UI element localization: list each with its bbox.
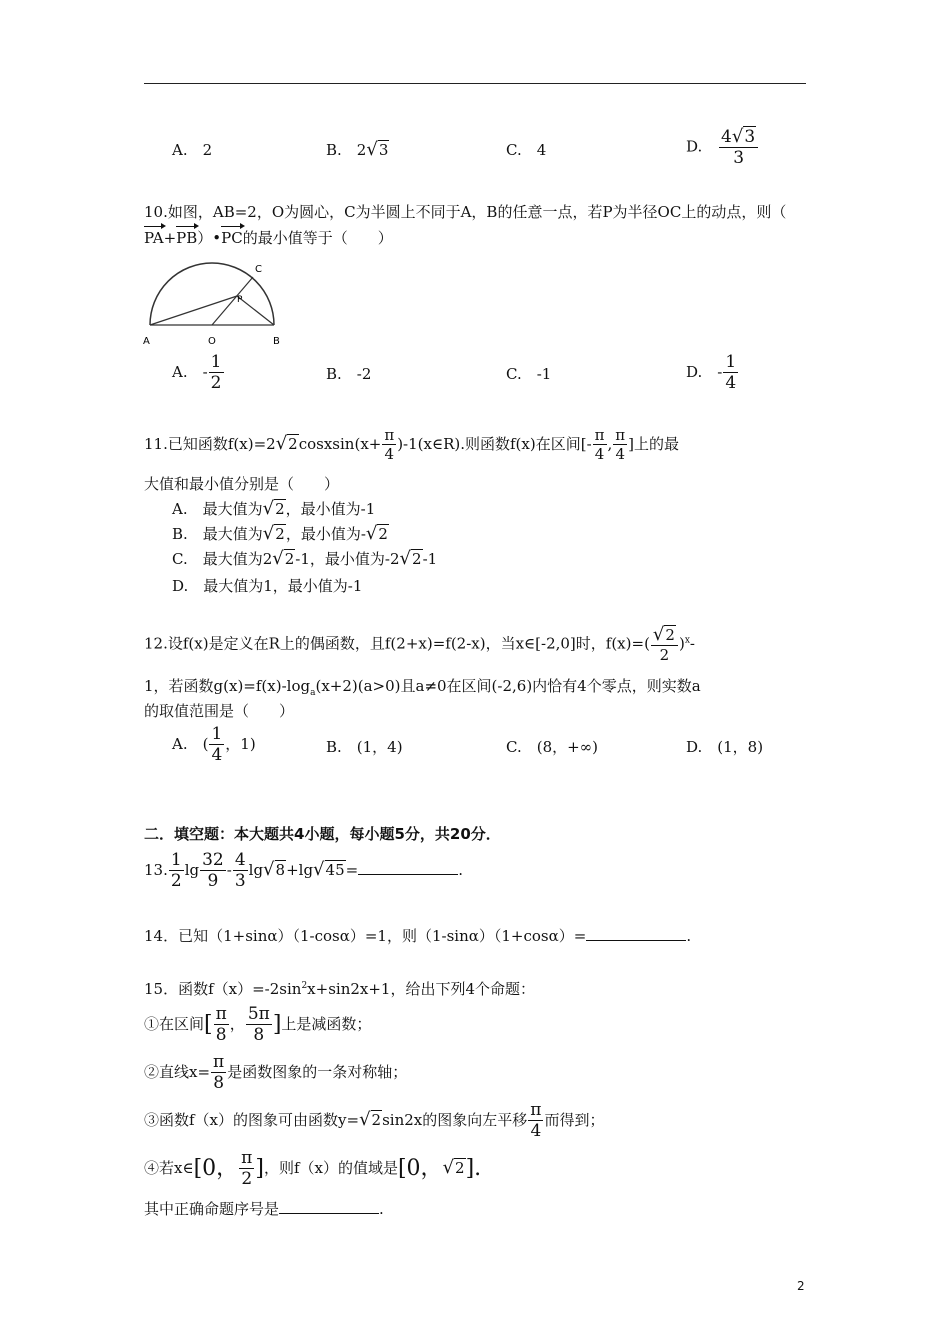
q11-stem-line2: 大值和最小值分别是（ ） [144,475,340,493]
q15-answer-blank[interactable] [279,1199,379,1214]
q9-option-a: A. 2 [172,141,213,159]
q10-option-d: D. - $\frac{1}{4}$ [686,352,737,393]
q15-item-1: ①在区间[ $\frac{\pi}{8}$ ， $\frac{5\pi}{8}$ ]上是减函数； [144,1004,372,1045]
q13-answer-blank[interactable] [358,860,458,875]
q12-option-a: A. ( $\frac{1}{4}$ ，1) [172,724,256,765]
q14-answer-blank[interactable] [586,926,686,941]
page-number: 2 [797,1279,805,1293]
q14: 14．已知（1+sinα）（1-cosα）=1，则（1-sinα）（1+cosα）= . [144,927,692,945]
q12-option-d: D. (1，8) [686,738,764,756]
label-a: A [143,336,150,347]
q10-stem-line1: 10.如图，AB=2，O为圆心，C为半圆上不同于A，B的任意一点，若P为半径OC上的动点，则（ [144,203,787,221]
q10-option-a: A. - $\frac{1}{2}$ [172,352,222,393]
q15-stem: 15．函数$f(x)=-2\sin^2x+\sin 2x+1$，给出下列4个命题： [144,980,536,998]
label-p: P [237,295,243,305]
label-b: B [273,336,280,347]
q12-stem-line3: 的取值范围是（ ） [144,702,295,720]
q9-option-b: B. 2√3 [326,139,389,160]
q15-item-4: ④若x∈[0， $\frac{\pi}{2}$ ]，则f（x）的值域是[0，√2]. [144,1148,482,1189]
q11-stem-line1: 11.已知函数f(x)=2√2cosxsin(x+ $\frac{\pi}{4}$ )-1(x∈R).则函数f(x)在区间[- $\frac{\pi}{4}$ , $\frac{\pi}{4}$ ]上的最 [144,426,679,463]
q12-option-b: B. (1，4) [326,738,403,756]
q9-option-d: D. $\frac{4√3}{3}$ [686,128,759,167]
label-o: O [208,336,216,347]
q15-item-2: ②直线x= $\frac{\pi}{8}$ 是函数图象的一条对称轴； [144,1052,408,1093]
q12-stem-line2: 1，若函数$g(x)=f(x)-\log_a(x+2)(a>0)$且a≠0在区间(-2,6)内恰有4个零点，则实数a [144,677,701,698]
q15-item-3: ③函数f（x）的图象可由函数y=√2sin2x的图象向左平移 $\frac{\pi}{4}$ 而得到； [144,1100,605,1141]
label-c: C [255,264,262,275]
q11-option-c: C. 最大值为2√2-1，最小值为-2√2-1 [172,548,438,569]
q13: 13. $\frac{1}{2}$ lg $\frac{32}{9}$ - $\frac{4}{3}$ lg√8+lg√45= . [144,850,463,891]
q10-option-c: C. -1 [506,365,552,383]
q10-option-b: B. -2 [326,365,372,383]
q12-stem-line1: 12.设f(x)是定义在R上的偶函数，且f(2+x)=f(2-x)，当x∈[-2,0]时，f(x)=( $\frac{√2}{2}$ )$^x$- [144,624,695,664]
q11-option-d: D. 最大值为1，最小值为-1 [172,577,363,595]
q12-option-c: C. (8，+∞) [506,738,599,756]
section-2-heading: 二．填空题：本大题共4小题，每小题5分，共20分． [144,825,501,843]
q15-answer-line: 其中正确命题序号是 . [144,1200,384,1218]
q11-option-b: B. 最大值为√2，最小值为-√2 [172,523,388,544]
q11-option-a: A. 最大值为√2，最小值为-1 [172,498,376,519]
q10-stem-line2: PA+PB）•PC的最小值等于（ ） [144,229,393,247]
radius-oc [212,277,253,325]
header-rule [144,83,806,84]
q9-option-c: C. 4 [506,141,547,159]
q10-semicircle-figure [140,255,290,350]
